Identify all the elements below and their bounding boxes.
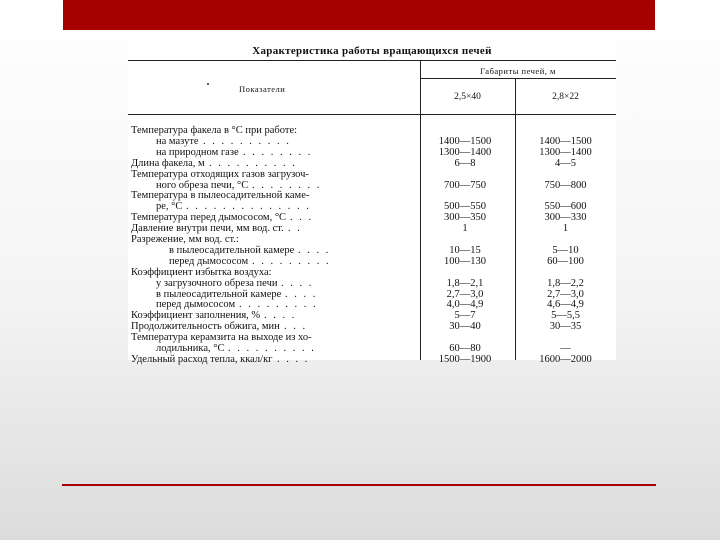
value-kiln-1: 500—550 xyxy=(444,201,486,213)
table-row xyxy=(128,322,616,332)
row-label: в пылеосадительной камере xyxy=(169,244,295,256)
row-label: Продолжительность обжига, мин xyxy=(131,321,280,333)
value-kiln-1: 300—350 xyxy=(444,212,486,224)
table-row xyxy=(128,333,616,343)
dot-leader: . . . xyxy=(284,321,308,333)
value-kiln-2: 750—800 xyxy=(544,179,587,191)
row-label: Температура перед дымососом, °С xyxy=(131,212,287,224)
dot-leader: . . . . . . . . . xyxy=(239,299,318,311)
value-kiln-2: 1600—2000 xyxy=(539,353,592,365)
header-mid-rule xyxy=(420,78,616,79)
table-row xyxy=(128,213,616,223)
header-top-rule xyxy=(128,60,616,61)
row-label: Длина факела, м xyxy=(131,157,205,169)
value-kiln-2: 30—35 xyxy=(549,321,582,333)
table-row xyxy=(128,191,616,201)
value-kiln-1: 1500—1900 xyxy=(438,353,492,365)
dot-leader: . . . . . . . . . xyxy=(252,255,331,267)
dot-leader: . . . . . . . . . . xyxy=(228,343,316,354)
value-kiln-1: 100—130 xyxy=(444,255,486,267)
header-bottom-rule xyxy=(128,114,616,115)
value-kiln-1: 6—8 xyxy=(454,157,476,169)
top-accent-bar xyxy=(63,0,655,30)
row-label: Температура факела в °С при работе: xyxy=(131,125,298,136)
row-label: лодильника, °С xyxy=(156,343,225,354)
row-label: Температура в пылеосадительной каме- xyxy=(131,190,310,202)
scanned-table xyxy=(128,42,616,365)
table-row xyxy=(128,344,616,354)
value-kiln-1: 700—750 xyxy=(444,179,486,191)
dot-leader: . . . . xyxy=(281,277,314,289)
table-title: Характеристика работы вращающихся печей xyxy=(252,45,492,57)
value-kiln-1: 1400—1500 xyxy=(438,135,492,147)
value-kiln-2: 1 xyxy=(562,223,569,235)
dot-leader: . . . xyxy=(290,212,314,224)
dot-leader: . . . . . . . . . . . . . . xyxy=(186,201,311,213)
table-row xyxy=(128,311,616,321)
scan-speck xyxy=(207,83,209,85)
dot-leader: . . . . . . . . . . xyxy=(209,157,297,169)
row-label: Коэффициент заполнения, % xyxy=(131,310,261,322)
value-kiln-1: 1,8—2,1 xyxy=(446,277,484,289)
value-kiln-2: 4,6—4,9 xyxy=(547,299,584,311)
value-kiln-1: 30—40 xyxy=(449,321,481,333)
value-kiln-2: 1300—1400 xyxy=(539,146,592,158)
row-label: перед дымососом xyxy=(169,255,249,267)
dot-leader: . . . . xyxy=(285,288,318,300)
table-row xyxy=(128,290,616,300)
value-kiln-2: 2,7—3,0 xyxy=(547,288,584,300)
table-row xyxy=(128,126,616,136)
table-row xyxy=(128,246,616,256)
table-row xyxy=(128,137,616,147)
table-row xyxy=(128,279,616,289)
table-row xyxy=(128,202,616,212)
row-label: Разрежение, мм вод. ст.: xyxy=(131,234,239,245)
row-label: на мазуте xyxy=(156,135,199,147)
row-label: Коэффициент избытка воздуха: xyxy=(131,266,272,278)
table-row xyxy=(128,268,616,278)
table-row xyxy=(128,159,616,169)
value-kiln-1: 1300—1400 xyxy=(438,146,492,158)
table-row xyxy=(128,355,616,365)
table-row xyxy=(128,235,616,245)
table-row xyxy=(128,300,616,310)
row-label: Температура отходящих газов загрузоч- xyxy=(131,168,309,180)
value-kiln-2: 1,8—2,2 xyxy=(547,277,584,289)
value-kiln-1: 10—15 xyxy=(449,244,481,256)
table-row xyxy=(128,181,616,191)
value-kiln-1: 5—7 xyxy=(454,310,476,322)
value-kiln-2: 550—600 xyxy=(544,201,587,213)
row-label: Температура керамзита на выходе из хо- xyxy=(131,332,312,344)
column-header-size-2: 2,8×22 xyxy=(552,92,579,102)
value-kiln-1: 2,7—3,0 xyxy=(446,288,484,300)
dot-leader: . . . . xyxy=(264,310,297,322)
row-label: перед дымососом xyxy=(156,299,236,311)
value-kiln-1: 4,0—4,9 xyxy=(446,299,484,311)
table-row xyxy=(128,170,616,180)
value-kiln-2: — xyxy=(560,343,571,354)
value-kiln-2: 5—5,5 xyxy=(551,310,580,322)
dot-leader: . . . . xyxy=(277,353,310,365)
column-header-size-1: 2,5×40 xyxy=(454,92,481,102)
value-kiln-2: 5—10 xyxy=(552,244,579,256)
table-row xyxy=(128,224,616,234)
row-label: ре, °С xyxy=(156,201,183,213)
column-header-parameters: Показатели xyxy=(239,84,286,94)
value-kiln-2: 1400—1500 xyxy=(539,135,592,147)
value-kiln-2: 300—330 xyxy=(544,212,587,224)
table-row xyxy=(128,148,616,158)
dot-leader: . . . . . . . . xyxy=(243,146,313,158)
value-kiln-2: 60—100 xyxy=(547,255,584,267)
dot-leader: . . . . . . . . . . xyxy=(203,135,291,147)
value-kiln-1: 1 xyxy=(462,223,468,235)
row-label: в пылеосадительной камере xyxy=(156,288,282,300)
row-label: у загрузочного обреза печи xyxy=(156,277,278,289)
row-label: Давление внутри печи, мм вод. ст. xyxy=(131,223,284,235)
row-label: Удельный расход тепла, ккал/кг xyxy=(131,353,273,365)
column-header-kiln-size: Габариты печей, м xyxy=(480,66,556,76)
dot-leader: . . xyxy=(288,223,302,235)
dot-leader: . . . . . . . . xyxy=(252,179,322,191)
table-row xyxy=(128,257,616,267)
row-label: ного обреза печи, °С xyxy=(156,179,249,191)
value-kiln-1: 60—80 xyxy=(449,343,481,354)
row-label: на природном газе xyxy=(156,146,239,158)
bottom-accent-rule xyxy=(62,484,656,486)
dot-leader: . . . . xyxy=(298,244,331,256)
value-kiln-2: 4—5 xyxy=(555,157,576,169)
